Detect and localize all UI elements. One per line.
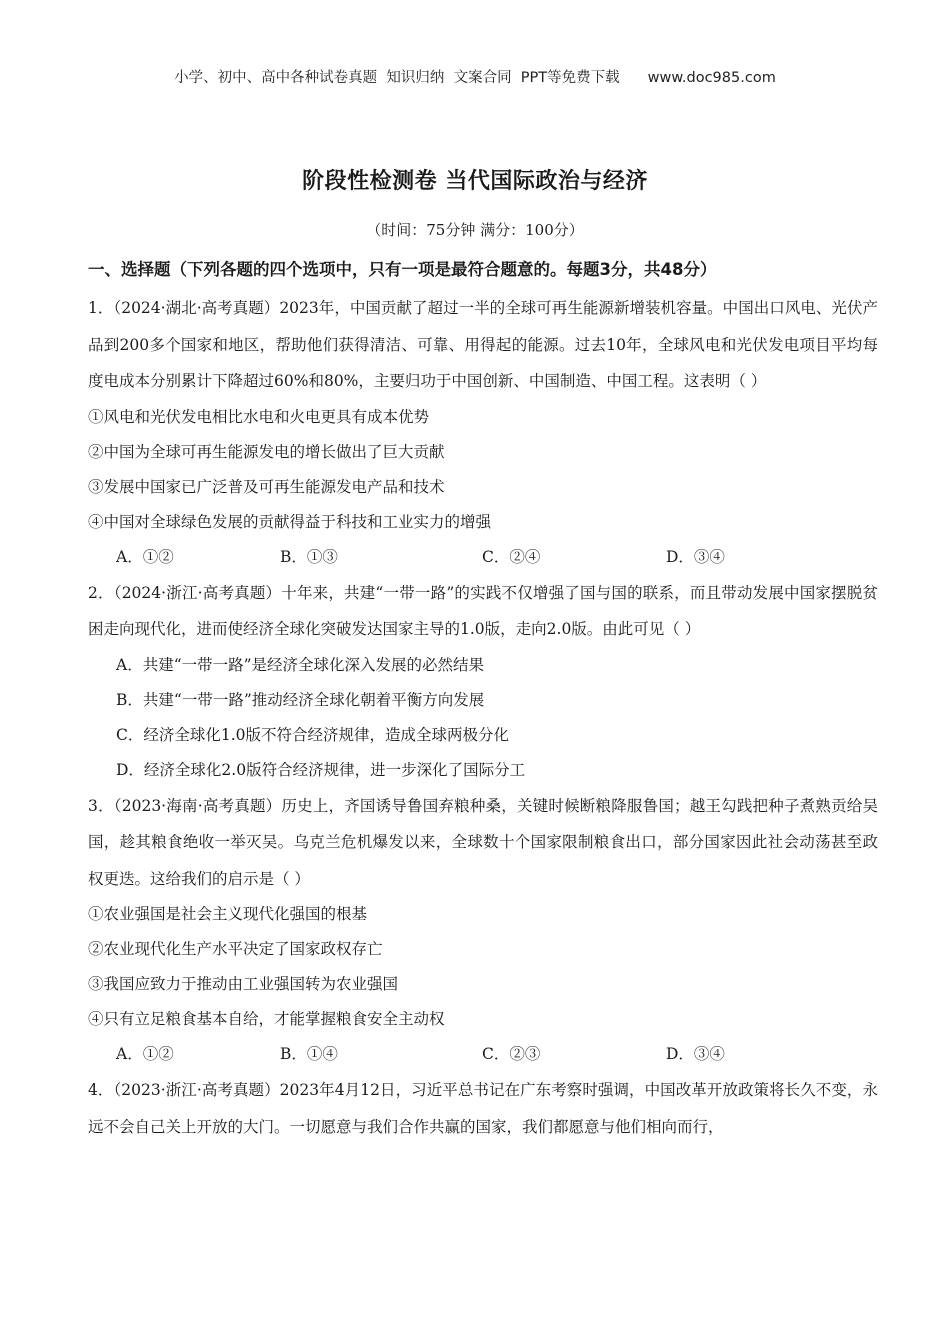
question-list bbox=[88, 290, 878, 1145]
statement: ④只有立足粮食基本自给，才能掌握粮食安全主动权 bbox=[88, 1010, 445, 1028]
section-heading: 一、选择题（下列各题的四个选项中，只有一项是最符合题意的。每题3分，共48分） bbox=[88, 260, 717, 279]
statement: ②农业现代化生产水平决定了国家政权存亡 bbox=[88, 940, 383, 958]
choice-b[interactable]: B．共建“一带一路”推动经济全球化朝着平衡方向发展 bbox=[116, 690, 485, 709]
statement: ③发展中国家已广泛普及可再生能源发电产品和技术 bbox=[88, 477, 445, 496]
choice-a[interactable]: A．①② bbox=[116, 547, 174, 566]
choice-row bbox=[88, 540, 878, 575]
page-header bbox=[0, 66, 950, 87]
header-url[interactable]: www.doc985.com bbox=[647, 70, 776, 86]
choice-a[interactable]: A．①② bbox=[116, 1045, 174, 1063]
statement: ①农业强国是社会主义现代化强国的根基 bbox=[88, 905, 368, 923]
statement: ③我国应致力于推动由工业强国转为农业强国 bbox=[88, 975, 399, 993]
page-title: 阶段性检测卷 当代国际政治与经济 bbox=[302, 169, 648, 194]
question-stem: 1．（2024·湖北·高考真题）2023年，中国贡献了超过一半的全球可再生能源新增装机容量。中国出口风电、光伏产品到200多个国家和地区，帮助他们获得清洁、可靠、用得起的能源。过去10年，全球风电和光伏发电项目平均每度电成本分别累计下降超过60%和80%，主要归功于中国创新、中国制造、中国工程。这表明（ ） bbox=[88, 299, 878, 390]
choice-d[interactable]: D．经济全球化2.0版符合经济规律，进一步深化了国际分工 bbox=[116, 760, 526, 779]
question-2 bbox=[88, 575, 878, 788]
question-stem: 4．（2023·浙江·高考真题）2023年4月12日，习近平总书记在广东考察时强调，中国改革开放政策将长久不变，永远不会自己关上开放的大门。一切愿意与我们合作共赢的国家，我们都愿意与他们相向而行， bbox=[88, 1081, 878, 1136]
choice-c[interactable]: C．②③ bbox=[482, 1045, 541, 1063]
question-4 bbox=[88, 1072, 878, 1145]
question-stem: 2．（2024·浙江·高考真题）十年来，共建“一带一路”的实践不仅增强了国与国的联系，而且带动发展中国家摆脱贫困走向现代化，进而使经济全球化突破发达国家主导的1.0版，走向2.0版。由此可见（ ） bbox=[88, 583, 878, 638]
question-1 bbox=[88, 290, 878, 575]
choice-d[interactable]: D．③④ bbox=[666, 1045, 725, 1063]
exam-info: （时间：75分钟 满分：100分） bbox=[366, 221, 584, 239]
statement: ①风电和光伏发电相比水电和火电更具有成本优势 bbox=[88, 407, 430, 426]
statement: ④中国对全球绿色发展的贡献得益于科技和工业实力的增强 bbox=[88, 512, 492, 531]
choice-a[interactable]: A．共建“一带一路”是经济全球化深入发展的必然结果 bbox=[116, 655, 485, 674]
choice-row bbox=[88, 1037, 878, 1072]
choice-d[interactable]: D．③④ bbox=[666, 547, 725, 566]
choice-c[interactable]: C．经济全球化1.0版不符合经济规律，造成全球两极分化 bbox=[116, 725, 510, 744]
choice-c[interactable]: C．②④ bbox=[482, 547, 541, 566]
choice-b[interactable]: B．①④ bbox=[280, 1045, 338, 1063]
question-3 bbox=[88, 788, 878, 1073]
choice-b[interactable]: B．①③ bbox=[280, 547, 338, 566]
header-text: 小学、初中、高中各种试卷真题 知识归纳 文案合同 PPT等免费下载 bbox=[174, 70, 620, 86]
question-stem: 3．（2023·海南·高考真题）历史上，齐国诱导鲁国弃粮种桑，关键时候断粮降服鲁国；越王勾践把种子煮熟贡给吴国，趁其粮食绝收一举灭吴。乌克兰危机爆发以来，全球数十个国家限制粮食出口，部分国家因此社会动荡甚至政权更迭。这给我们的启示是（ ） bbox=[88, 796, 878, 888]
statement: ②中国为全球可再生能源发电的增长做出了巨大贡献 bbox=[88, 442, 445, 461]
